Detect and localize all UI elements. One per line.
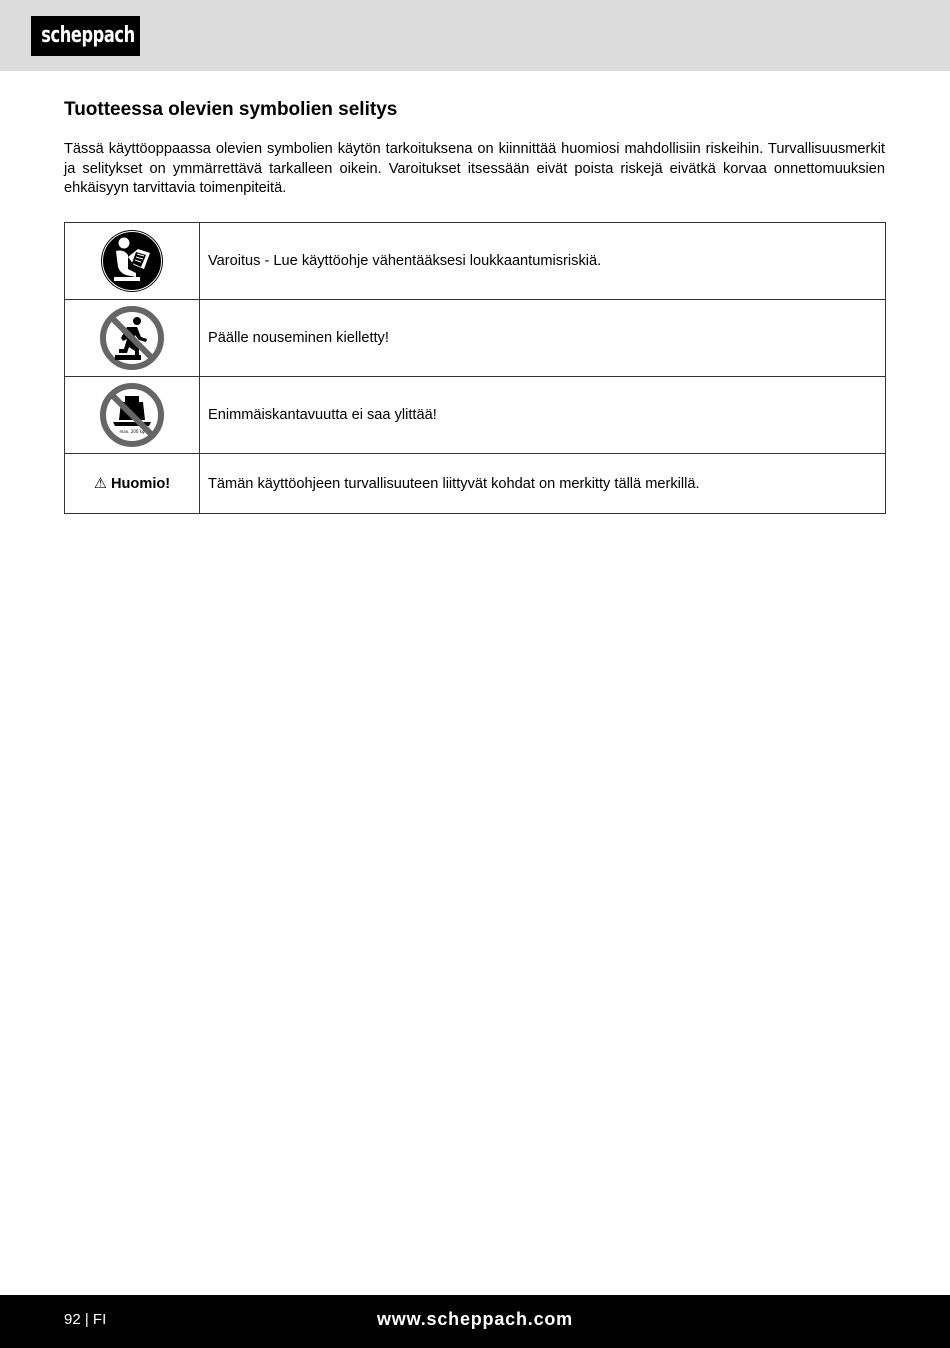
intro-paragraph: Tässä käyttöoppaassa olevien symbolien käytön tarkoituksena on kiinnittää huomiosi mahdollisiin riskeihin. Turvallisuusmerkit ja selitykset on ymmärrettävä tarkalleen oikein. Varoitukset itsessään eivät poista riskejä eivätkä korvaa onnettomuuksien ehkäisyyn tarvittavia toimenpiteitä. — [64, 141, 885, 196]
table-row — [65, 454, 886, 514]
page-header — [0, 0, 950, 71]
website-link[interactable]: www.scheppach.com — [377, 1309, 573, 1329]
page-footer — [0, 1295, 950, 1348]
symbol-description: Päälle nouseminen kielletty! — [200, 300, 886, 377]
max-load-label: max. 200 kg — [119, 429, 145, 434]
no-stepping-icon — [99, 305, 165, 371]
table-row — [65, 377, 886, 454]
symbol-description: Enimmäiskantavuutta ei saa ylittää! — [200, 377, 886, 454]
symbol-description: Varoitus - Lue käyttöohje vähentääksesi loukkaantumisriskiä. — [200, 223, 886, 300]
read-manual-icon — [100, 229, 164, 293]
max-load-icon — [99, 382, 165, 448]
symbol-description: Tämän käyttöohjeen turvallisuuteen liittyvät kohdat on merkitty tällä merkillä. — [200, 454, 886, 514]
symbol-icon-cell — [65, 377, 200, 454]
scheppach-logo: scheppach — [31, 16, 140, 56]
table-row — [65, 223, 886, 300]
page-number: 92 | FI — [64, 1311, 107, 1328]
table-row — [65, 300, 886, 377]
symbols-table — [64, 222, 886, 514]
section-title: Tuotteessa olevien symbolien selitys — [64, 99, 398, 120]
symbol-icon-cell — [65, 223, 200, 300]
symbol-icon-cell — [65, 300, 200, 377]
huomio-label: ⚠ Huomio! — [65, 454, 200, 514]
